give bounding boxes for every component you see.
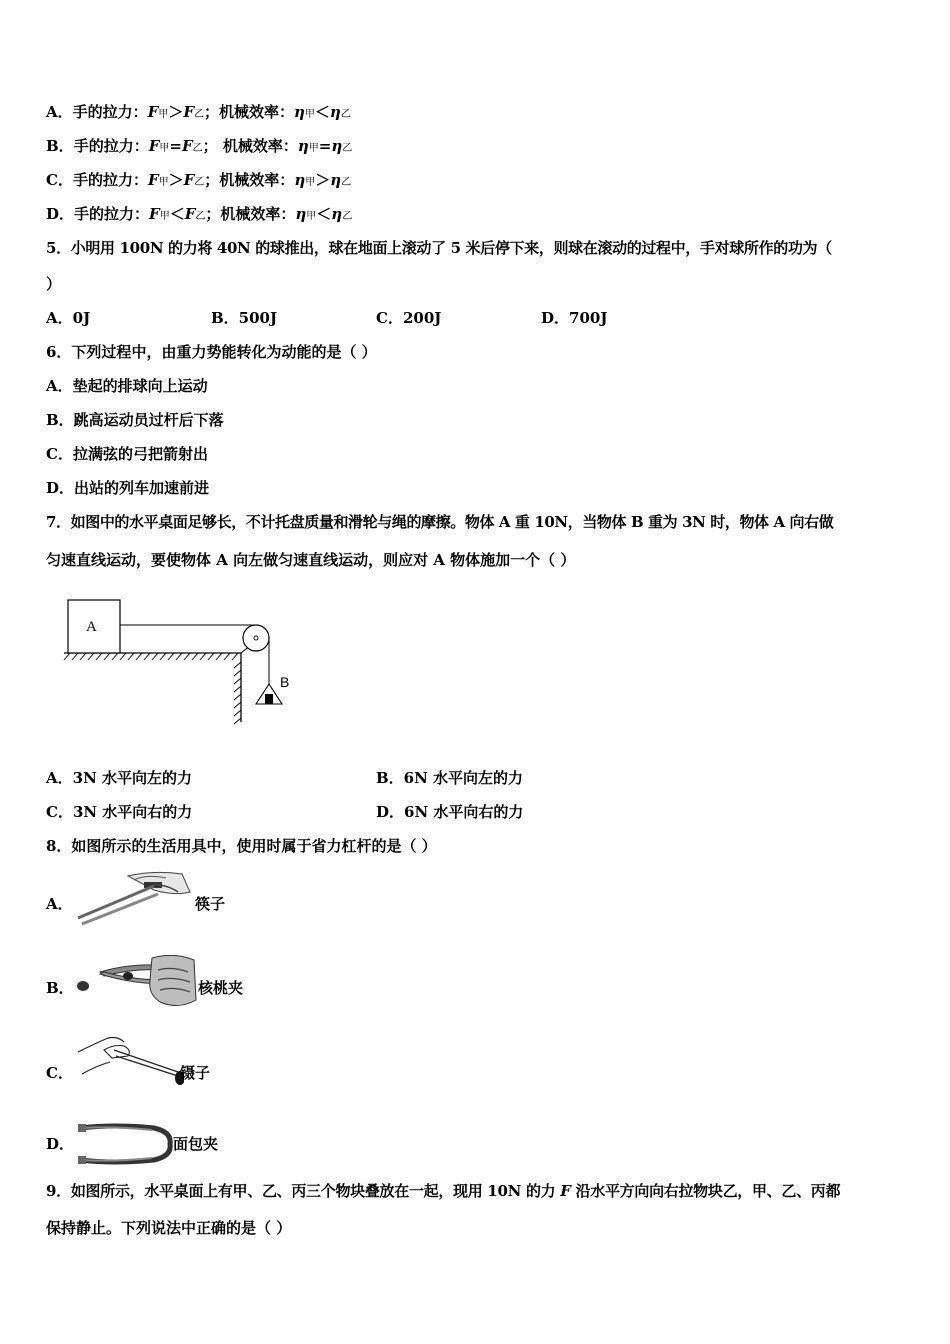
bread-tongs-image bbox=[74, 1118, 174, 1168]
edge-hatching bbox=[234, 662, 241, 724]
q9-stem-line2: 保持静止。下列说法中正确的是（ ） bbox=[46, 1219, 292, 1237]
q4-option-c: C．手的拉力：F甲＞F乙；机械效率：η甲＞η乙 bbox=[46, 171, 352, 189]
chopsticks-image bbox=[74, 870, 194, 926]
q5-option-d: D．700J bbox=[541, 309, 608, 327]
q6-stem: 6．下列过程中，由重力势能转化为动能的是（ ） bbox=[46, 343, 377, 361]
q6-option-c: C．拉满弦的弓把箭射出 bbox=[46, 445, 208, 463]
q8-option-d-letter: D． bbox=[46, 1135, 75, 1153]
q8-option-d-label: 面包夹 bbox=[173, 1135, 219, 1153]
q8-option-b-letter: B． bbox=[46, 979, 74, 997]
table-hatching bbox=[64, 653, 238, 660]
q4-option-d: D．手的拉力：F甲＜F乙；机械效率：η甲＜η乙 bbox=[46, 205, 353, 223]
pulley-diagram bbox=[56, 590, 316, 730]
q8-option-c-label: 镊子 bbox=[180, 1064, 211, 1082]
block-a-label: A bbox=[86, 619, 97, 635]
q5-option-b: B．500J bbox=[211, 309, 278, 327]
walnut-icon bbox=[77, 981, 89, 991]
q5-stem-line2: ） bbox=[46, 275, 62, 293]
q6-option-d: D．出站的列车加速前进 bbox=[46, 479, 210, 497]
q4-option-b: B．手的拉力：F甲=F乙； 机械效率：η甲=η乙 bbox=[46, 137, 353, 155]
q5-option-c: C．200J bbox=[376, 309, 442, 327]
q7-option-b: B．6N 水平向左的力 bbox=[376, 769, 524, 787]
nutcracker-image bbox=[74, 950, 198, 1012]
q9-stem-line1: 9．如图所示，水平桌面上有甲、乙、丙三个物块叠放在一起，现用 10N 的力 F 沿水平方向向右拉物块乙，甲、乙、丙都 bbox=[46, 1182, 841, 1200]
q6-option-a: A．垫起的排球向上运动 bbox=[46, 377, 208, 395]
q5-stem-line1: 5．小明用 100N 的力将 40N 的球推出，球在地面上滚动了 5 米后停下来，则球在滚动的过程中，手对球所作的功为（ bbox=[46, 239, 832, 257]
tweezers-image bbox=[74, 1030, 184, 1090]
q7-option-c: C．3N 水平向右的力 bbox=[46, 803, 193, 821]
q8-option-c-letter: C． bbox=[46, 1064, 73, 1082]
q8-stem: 8．如图所示的生活用具中，使用时属于省力杠杆的是（ ） bbox=[46, 837, 437, 855]
q7-stem-line2: 匀速直线运动，要使物体 A 向左做匀速直线运动，则应对 A 物体施加一个（ ） bbox=[46, 551, 576, 569]
q6-option-b: B．跳高运动员过杆后下落 bbox=[46, 411, 224, 429]
q4-option-a: A．手的拉力：F甲＞F乙；机械效率：η甲＜η乙 bbox=[46, 103, 351, 121]
q8-option-a-letter: A． bbox=[46, 895, 73, 913]
tray-b-label: B bbox=[280, 674, 290, 690]
q8-option-a-label: 筷子 bbox=[195, 895, 226, 913]
q5-option-a: A．0J bbox=[46, 309, 91, 327]
q8-option-b-label: 核桃夹 bbox=[198, 979, 244, 997]
q7-stem-line1: 7．如图中的水平桌面足够长，不计托盘质量和滑轮与绳的摩擦。物体 A 重 10N，当物体 B 重为 3N 时，物体 A 向右做 bbox=[46, 513, 834, 531]
pulley bbox=[243, 625, 269, 651]
q7-option-d: D．6N 水平向右的力 bbox=[376, 803, 524, 821]
q7-option-a: A．3N 水平向左的力 bbox=[46, 769, 193, 787]
